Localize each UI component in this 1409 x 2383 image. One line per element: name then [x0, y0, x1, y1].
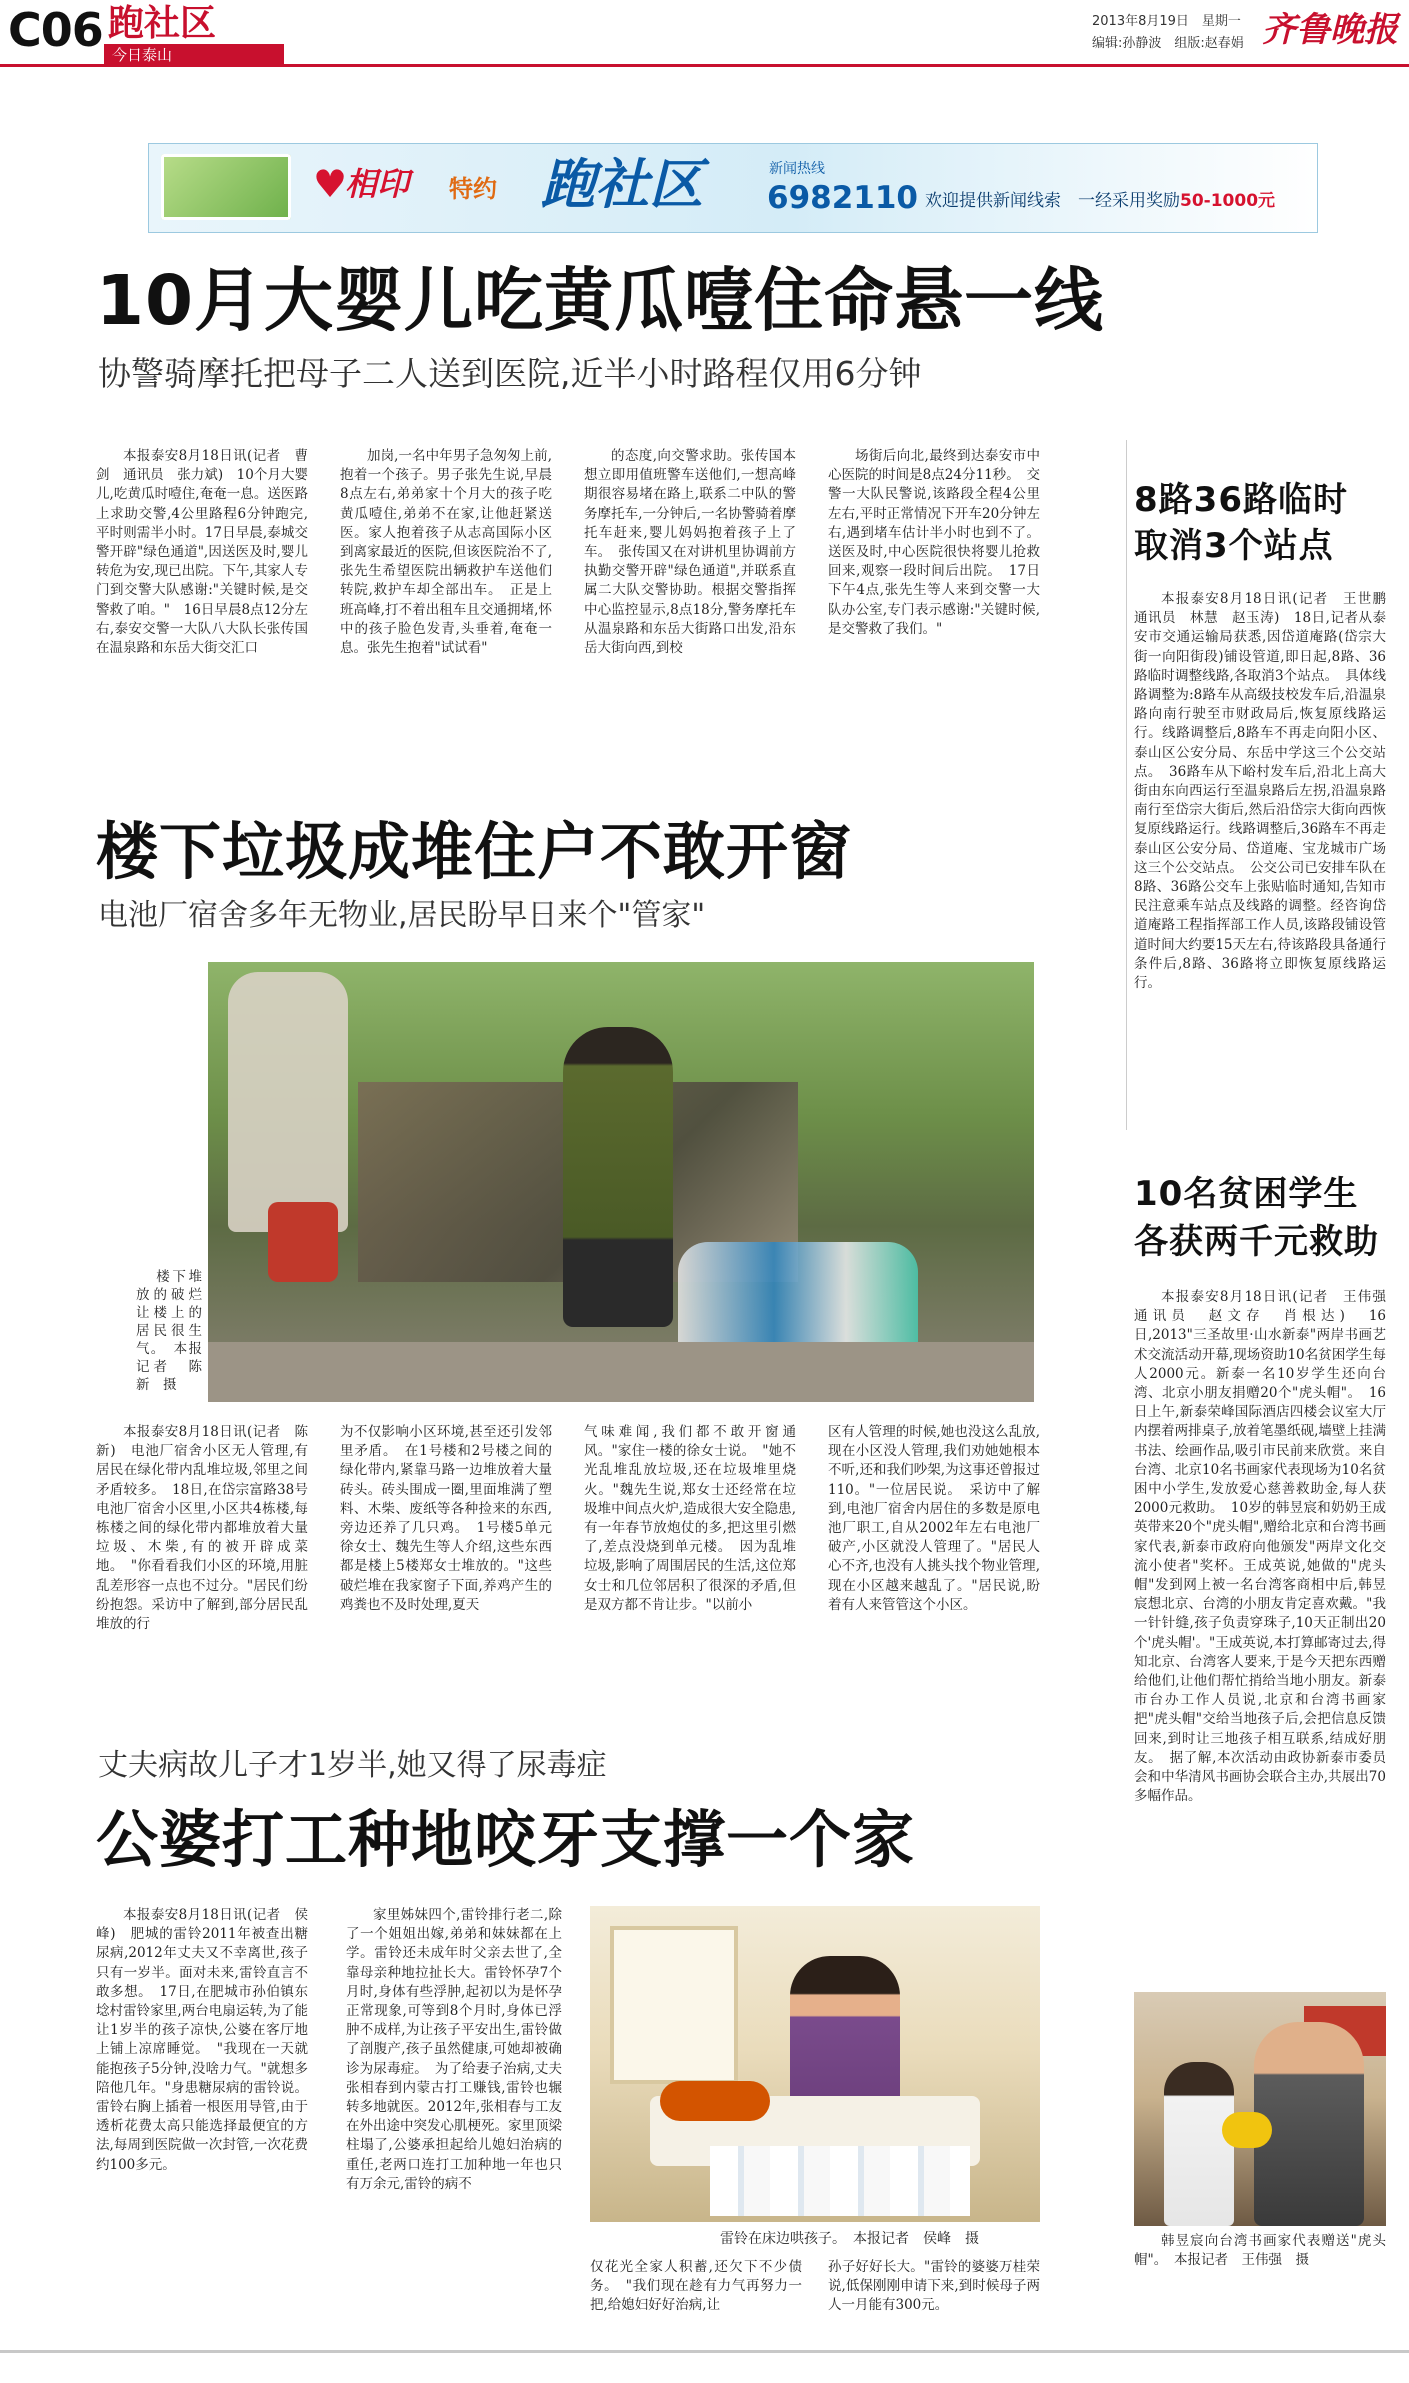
paper-name-logo: 齐鲁晚报: [1262, 10, 1398, 50]
photo-tiger-hat: [1222, 2112, 1272, 2148]
section-title: 跑社区: [108, 3, 217, 44]
subsection-label: 今日泰山: [104, 44, 284, 66]
story2-col3: 气味难闻,我们都不敢开窗通风。"家住一楼的徐女士说。 "她不光乱堆乱放垃圾,还在垃圾堆里烧火。"魏先生说,郑女士还经常在垃圾堆中间点火炉,造成很大安全隐患,有一年春节放炮仗的多,把这里引燃了,差点没烧到单元楼。 因为乱堆垃圾,影响了周围居民的生活,这位郑女士和几位邻居积了很深的矛盾,但是双方都不肯让步。"以前小: [584, 1424, 796, 1613]
banner-ad: [148, 143, 1318, 233]
story2-photo-caption: 楼下堆放的破烂让楼上的居民很生气。 本报记者 陈新 摄: [136, 1269, 202, 1393]
banner-slogan-text: 欢迎提供新闻线索 一经采用奖励: [925, 191, 1180, 211]
photo-child: [1164, 2062, 1234, 2226]
story1-subhead: 协警骑摩托把母子二人送到医院,近半小时路程仅用6分钟: [98, 354, 922, 393]
story1-col2: 加岗,一名中年男子急匆匆上前,抱着一个孩子。男子张先生说,早晨8点左右,弟弟家十个月大的孩子吃黄瓜噎住,弟弟不在家,让他赶紧送医。家人抱着孩子从志高国际小区到离家最近的医院,但该医院治不了,张先生希望医院出辆救护车送他们转院,救护车却全部出车。 正是上班高峰,打不着出租车且交通拥堵,怀中的孩子脸色发青,头垂着,奄奄一息。张先生抱着"试试看": [340, 448, 552, 657]
story3-col1: 本报泰安8月18日讯(记者 侯峰) 肥城的雷铃2011年被查出糖尿病,2012年丈夫又不幸离世,孩子只有一岁半。面对未来,雷铃直言不敢多想。 17日,在肥城市孙伯镇东埝村雷铃家里,两台电扇运转,为了能让1岁半的孩子凉快,公婆在客厅地上铺上凉席睡觉。 "我现在一天就能抱孩子5分钟,没啥力气。"就想多陪他几年。"身患糖尿病的雷铃说。雷铃右胸上插着一根医用导管,由于透析花费太高只能选择最便宜的方法,每周到医院做一次封管,一次花费约100多元。: [96, 1907, 308, 2173]
footer-rule: [0, 2350, 1409, 2353]
sponsor-tag: 特约: [449, 175, 497, 203]
hotline-label: 新闻热线: [769, 161, 825, 177]
tiger-hat-photo: [1134, 1992, 1386, 2226]
editors-line: 编辑:孙静波 组版:赵春娟: [1092, 36, 1244, 51]
story1-headline: 10月大婴儿吃黄瓜噎住命悬一线: [96, 261, 1105, 341]
side2-photo-caption: 韩昱宸向台湾书画家代表赠送"虎头帽"。 本报记者 王伟强 摄: [1134, 2233, 1386, 2269]
hotline-number: 6982110: [767, 180, 918, 216]
photo-baby: [660, 2081, 770, 2121]
story2-headline: 楼下垃圾成堆住户不敢开窗: [96, 815, 853, 888]
photo-medicine-bottles: [710, 2146, 970, 2216]
side2-text: 本报泰安8月18日讯(记者 王伟强 通讯员 赵文存 肖根达) 16日,2013"三圣故里·山水新泰"两岸书画艺术交流活动开幕,现场资助10名贫困学生每人2000元。新泰一名10岁学生还向台湾、北京小朋友捐赠20个"虎头帽"。 16日上午,新泰荣峰国际酒店四楼会议室大厅内摆着两排桌子,放着笔墨纸砚,墙壁上挂满书法、绘画作品,吸引市民前来欣赏。来自台湾、北京10名书画家代表现场为10名贫困中小学生,发放爱心慈善救助金,每人获2000元救助。 10岁的韩昱宸和奶奶王成英带来20个"虎头帽",赠给北京和台湾书画家代表,新泰市政府向他颁发"两岸文化交流小使者"奖杯。王成英说,她做的"虎头帽"发到网上被一名台湾客商相中后,韩昱宸想北京、台湾的小朋友肯定喜欢戴。"我一针针缝,孩子负责穿珠子,10天正制出20个'虎头帽'。"王成英说,本打算邮寄过去,得知北京、台湾客人要来,于是今天把东西赠给他们,让他们帮忙捎给当地小朋友。新泰市台办工作人员说,北京和台湾书画家把"虎头帽"交给当地孩子后,会把信息反馈回来,到时让三地孩子相互联系,结成好朋友。 据了解,本次活动由政协新泰市委员会和中华清风书画协会联合主办,共展出70多幅作品。: [1134, 1289, 1400, 1805]
photo-red-bags: [268, 1202, 338, 1282]
banner-slogan: [925, 190, 1275, 212]
story3-headline: 公婆打工种地咬牙支撑一个家: [96, 1803, 916, 1876]
brand-name: 相印: [345, 165, 410, 203]
story3-kicker: 丈夫病故儿子才1岁半,她又得了尿毒症: [98, 1748, 607, 1783]
photo-bag-left: [228, 972, 348, 1232]
banner-reward: 50-1000元: [1180, 191, 1276, 211]
side2-headline-a: 10名贫困学生: [1134, 1174, 1359, 1214]
photo-woman: [563, 1027, 673, 1327]
story2-col1: 本报泰安8月18日讯(记者 陈新) 电池厂宿舍小区无人管理,有居民在绿化带内乱堆垃圾,邻里之间矛盾较多。 18日,在岱宗富路38号电池厂宿舍小区里,小区共4栋楼,每栋楼之间的绿化带内都堆放着大量垃圾、木柴,有的被开辟成菜地。 "你看看我们小区的环境,用脏乱差形容一点也不过分。"居民们纷纷抱怨。采访中了解到,部分居民乱堆放的行: [96, 1424, 308, 1633]
story3-col4: 孙子好好长大。"雷铃的婆婆万桂荣说,低保刚刚申请下来,到时候母子两人一月能有300元。: [828, 2259, 1040, 2314]
side1-headline-b: 取消3个站点: [1134, 526, 1334, 566]
story1-col1: 本报泰安8月18日讯(记者 曹剑 通讯员 张力斌) 10个月大婴儿,吃黄瓜时噎住,奄奄一息。送医路上求助交警,4公里路程6分钟跑完,平时则需半小时。17日早晨,泰城交警开辟"绿色通道",因送医及时,婴儿转危为安,现已出院。下午,其家人专门到交警大队感谢:"关键时候,是交警救了咱。" 16日早晨8点12分左右,泰安交警一大队八大队长张传国在温泉路和东岳大街交汇口: [96, 448, 308, 657]
story3-photo-caption: 雷铃在床边哄孩子。 本报记者 侯峰 摄: [720, 2231, 979, 2247]
bedside-photo: [590, 1906, 1040, 2222]
story1-col4: 场街后向北,最终到达泰安市中心医院的时间是8点24分11秒。 交警一大队民警说,该路段全程4公里左右,平时正常情况下开车20分钟左右,遇到堵车估计半小时也到不了。送医及时,中心医院很快将婴儿抢救回来,观察一段时间后出院。 17日下午4点,张先生等人来到交警一大队办公室,专门表示感谢:"关键时候,是交警救了我们。": [828, 448, 1040, 637]
story2-subhead: 电池厂宿舍多年无物业,居民盼早日来个"管家": [98, 898, 706, 933]
story2-col4: 区有人管理的时候,她也没这么乱放,现在小区没人管理,我们劝她她根本不听,还和我们吵架,为这事还曾报过110。"一位居民说。 采访中了解到,电池厂宿舍内居住的多数是原电池厂职工,自从2002年左右电池厂破产,小区就没人管理了。"居民人心不齐,也没有人挑头找个物业管理,现在小区越来越乱了。"居民说,盼着有人来管管这个小区。: [828, 1424, 1040, 1613]
date-line: 2013年8月19日 星期一: [1092, 14, 1241, 29]
story2-col2: 为不仅影响小区环境,甚至还引发邻里矛盾。 在1号楼和2号楼之间的绿化带内,紧靠马路一边堆放着大量砖头。砖头围成一圈,里面堆满了塑料、木柴、废纸等各种捡来的东西,旁边还养了几只鸡。 1号楼5单元徐女士、魏先生等人介绍,这些东西都是楼上5楼郑女士堆放的。"这些破烂堆在我家窗子下面,养鸡产生的鸡粪也不及时处理,夏天: [340, 1424, 552, 1613]
photo-ground: [208, 1342, 1034, 1402]
garbage-photo: [208, 962, 1034, 1402]
story3-col2: 家里姊妹四个,雷铃排行老二,除了一个姐姐出嫁,弟弟和妹妹都在上学。雷铃还未成年时父亲去世了,全靠母亲种地拉扯长大。雷铃怀孕7个月时,身体有些浮肿,起初以为是怀孕正常现象,可等到8个月时,身体已浮肿不成样,为让孩子平安出生,雷铃做了剖腹产,孩子虽然健康,可她却被确诊为尿毒症。 为了给妻子治病,丈夫张相春到内蒙古打工赚钱,雷铃也辗转多地就医。2012年,张相春与工友在外出途中突发心肌梗死。家里顶梁柱塌了,公婆承担起给儿媳妇治病的重任,老两口连打工加种地一年也只有万余元,雷铃的病不: [346, 1907, 562, 2192]
story1-col3: 的态度,向交警求助。张传国本想立即用值班警车送他们,一想高峰期很容易堵在路上,联系二中队的警务摩托车,一分钟后,一名协警骑着摩托车赶来,婴儿妈妈抱着孩子上了车。 张传国又在对讲机里协调前方执勤交警开辟"绿色通道",并联系直属二大队交警协助。根据交警指挥中心监控显示,8点18分,警务摩托车从温泉路和东岳大街路口出发,沿东岳大街向西,到校: [584, 448, 796, 657]
photo-window: [610, 1926, 738, 2084]
tissue-box-image: [161, 154, 291, 220]
side1-rule: [1126, 440, 1127, 1130]
side1-headline-a: 8路36路临时: [1134, 480, 1348, 520]
side1-text: 本报泰安8月18日讯(记者 王世鹏 通讯员 林慧 赵玉涛) 18日,记者从泰安市交通运输局获悉,因岱道庵路(岱宗大街一向阳街段)铺设管道,即日起,8路、36路临时调整线路,各取消3个站点。 具体线路调整为:8路车从高级技校发车后,沿温泉路向南行驶至市财政局后,恢复原线路运行。线路调整后,8路车不再走向阳小区、泰山区公安分局、东岳中学这三个公交站点。 36路车从下峪村发车后,沿北上高大街由东向西运行至温泉路后左拐,沿温泉路南行至岱宗大街后,然后沿岱宗大街向西恢复原线路运行。线路调整后,36路车不再走泰山区公安分局、岱道庵、宝龙城市广场这三个公交站点。 公交公司已安排车队在8路、36路公交车上张贴临时通知,告知市民注意乘车站点及线路的调整。经咨询岱道庵路工程指挥部工作人员,该路段铺设管道时间大约要15天左右,待该路段具备通行条件后,8路、36路将立即恢复原线路运行。: [1134, 591, 1400, 992]
masthead-rule: [0, 64, 1409, 67]
column-name: 跑社区: [541, 153, 703, 216]
side2-headline-b: 各获两千元救助: [1134, 1222, 1379, 1262]
heart-logo-icon: ♥: [313, 162, 348, 206]
masthead: [0, 0, 1409, 62]
story3-col3: 仅花光全家人积蓄,还欠下不少债务。 "我们现在趁有力气再努力一把,给媳妇好好治病,让: [590, 2259, 802, 2314]
page-code: C06: [8, 3, 103, 57]
